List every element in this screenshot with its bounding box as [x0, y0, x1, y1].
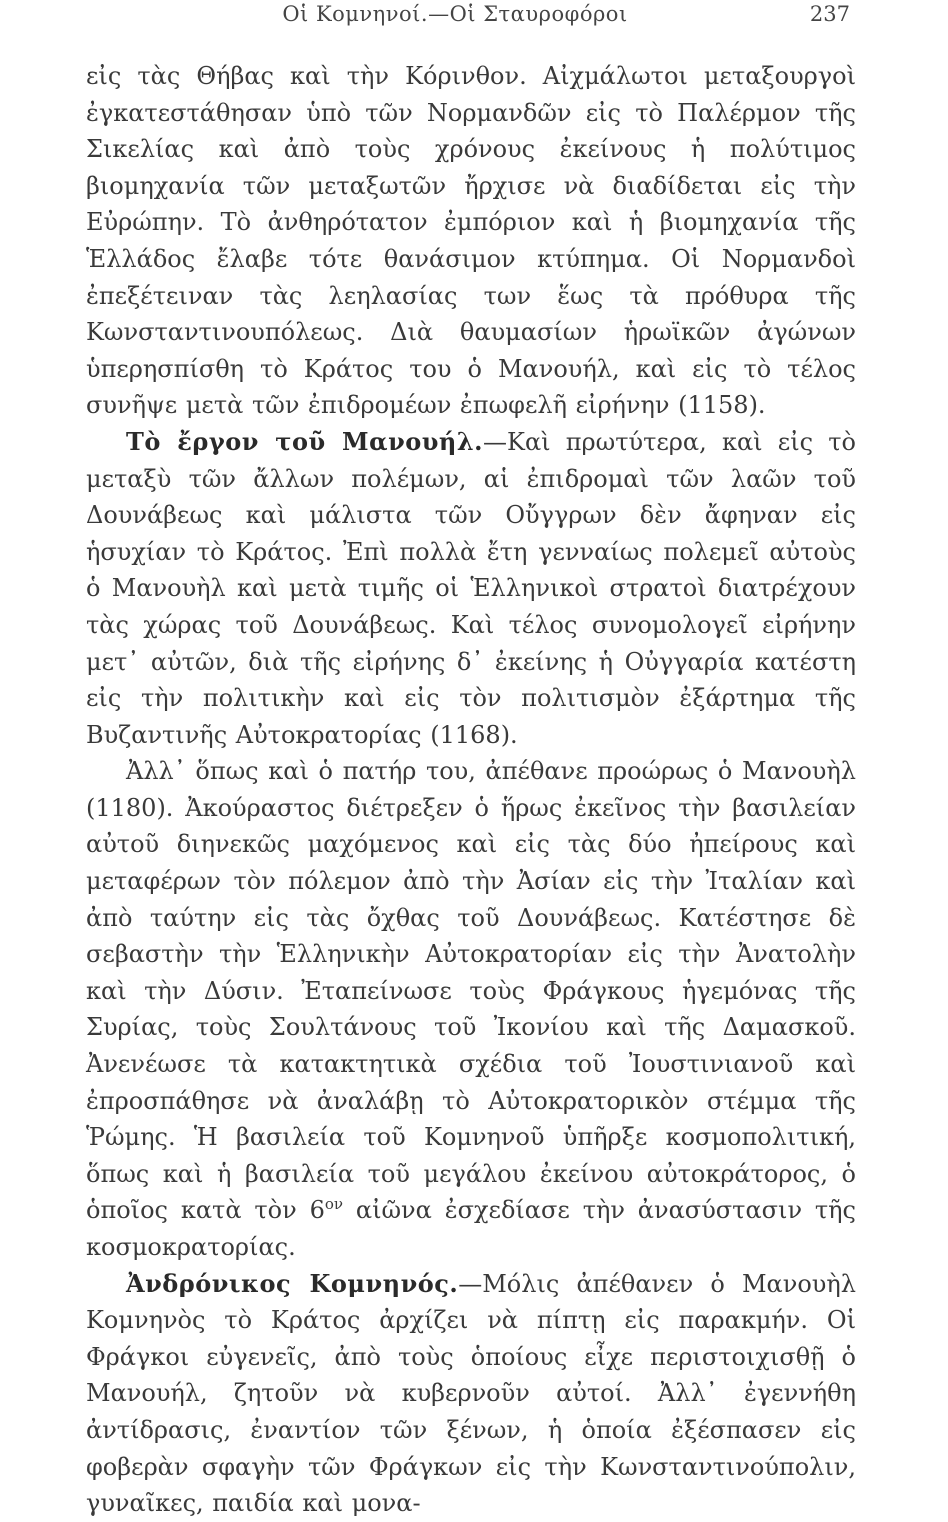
- paragraph-1: [86, 58, 856, 424]
- paragraph-4: [86, 1266, 856, 1522]
- paragraph-3-text-a: Ἀλλ᾽ ὅπως καὶ ὁ πατήρ του, ἀπέθανε προώρως ὁ Μανουὴλ (1180). Ἀκούραστος διέτρεξεν ὁ ἥρως ἐκεῖνος τὴν βασιλείαν αὐτοῦ διηνεκῶς μαχόμενος καὶ εἰς τὰς δύο ἠπείρους καὶ μεταφέρων τὸν πόλεμον ἀπὸ τὴν Ἀσίαν εἰς τὴν Ἰταλίαν καὶ ἀπὸ ταύτην εἰς τὰς ὄχθας τοῦ Δουνάβεως. Κατέστησε δὲ σεβαστὴν τὴν Ἑλληνικὴν Αὐτοκρατορίαν εἰς τὴν Ἀνατολὴν καὶ τὴν Δύσιν. Ἐταπείνωσε τοὺς Φράγκους ἡγεμόνας τῆς Συρίας, τοὺς Σουλτάνους τοῦ Ἰκονίου καὶ τῆς Δαμασκοῦ. Ἀνενέωσε τὰ κατακτητικὰ σχέδια τοῦ Ἰουστινιανοῦ καὶ ἐπροσπάθησε νὰ ἀναλάβῃ τὸ Αὐτοκρατορικὸν στέμμα τῆς Ῥώμης. Ἡ βασιλεία τοῦ Κομνηνοῦ ὑπῆρξε κοσμοπολιτική, ὅπως καὶ ἡ βασιλεία τοῦ μεγάλου ἐκείνου αὐτοκράτορος, ὁ ὁποῖος κατὰ τὸν 6: [86, 757, 856, 1225]
- paragraph-3-text-b: αἰῶνα ἐσχεδίασε τὴν ἀνασύστασιν τῆς κοσμοκρατορίας.: [86, 1196, 856, 1261]
- paragraph-1-text: εἰς τὰς Θήβας καὶ τὴν Κόρινθον. Αἰχμάλωτοι μεταξουργοὶ ἐγκατεστάθησαν ὑπὸ τῶν Νορμανδῶν εἰς τὸ Παλέρμον τῆς Σικελίας καὶ ἀπὸ τοὺς χρόνους ἐκείνους ἡ πολύτιμος βιομηχανία τῶν μεταξωτῶν ἤρχισε νὰ διαδίδεται εἰς τὴν Εὐρώπην. Τὸ ἀνθηρότατον ἐμπόριον καὶ ἡ βιομηχανία τῆς Ἑλλάδος ἔλαβε τότε θανάσιμον κτύπημα. Οἱ Νορμανδοὶ ἐπεξέτειναν τὰς λεηλασίας των ἕως τὰ πρόθυρα τῆς Κωνσταντινουπόλεως. Διὰ θαυμασίων ἡρωϊκῶν ἀγώνων ὑπερησπίσθη τὸ Κράτος του ὁ Μανουήλ, καὶ εἰς τὸ τέλος συνῆψε μετὰ τῶν ἐπιδρομέων ἐπωφελῆ εἰρήνην (1158).: [86, 62, 856, 420]
- body-text: [86, 58, 856, 1522]
- page-number: 237: [809, 2, 850, 26]
- paragraph-3: [86, 753, 856, 1265]
- running-title: Οἱ Κομνηνοί.—Οἱ Σταυροφόροι: [282, 2, 628, 26]
- section-heading-andronikos: Ἀνδρόνικος Κομνηνός.: [126, 1268, 459, 1298]
- paragraph-2-text: —Καὶ πρωτύτερα, καὶ εἰς τὸ μεταξὺ τῶν ἄλλων πολέμων, αἱ ἐπιδρομαὶ τῶν λαῶν τοῦ Δουνάβεως καὶ μάλιστα τῶν Οὔγγρων δὲν ἄφηναν εἰς ἡσυχίαν τὸ Κράτος. Ἐπὶ πολλὰ ἔτη γενναίως πολεμεῖ αὐτοὺς ὁ Μανουὴλ καὶ μετὰ τιμῆς οἱ Ἑλληνικοὶ στρατοὶ διατρέχουν τὰς χώρας τοῦ Δουνάβεως. Καὶ τέλος συνομολογεῖ εἰρήνην μετ᾽ αὐτῶν, διὰ τῆς εἰρήνης δ᾽ ἐκείνης ἡ Οὐγγαρία κατέστη εἰς τὴν πολιτικὴν καὶ εἰς τὸν πολιτισμὸν ἐξάρτημα τῆς Βυζαντινῆς Αὐτοκρατορίας (1168).: [86, 427, 856, 749]
- ordinal-superscript: ον: [324, 1195, 343, 1214]
- section-heading-manuel: Τὸ ἔργον τοῦ Μανουήλ.: [126, 426, 484, 456]
- paragraph-2: [86, 424, 856, 753]
- running-head: [60, 2, 850, 32]
- paragraph-4-text: —Μόλις ἀπέθανεν ὁ Μανουὴλ Κομνηνὸς τὸ Κράτος ἀρχίζει νὰ πίπτῃ εἰς παρακμήν. Οἱ Φράγκοι εὐγενεῖς, ἀπὸ τοὺς ὁποίους εἶχε περιστοιχισθῇ ὁ Μανουήλ, ζητοῦν νὰ κυβερνοῦν αὐτοί. Ἀλλ᾽ ἐγεννήθη ἀντίδρασις, ἐναντίον τῶν ξένων, ἡ ὁποία ἐξέσπασεν εἰς φοβερὰν σφαγὴν τῶν Φράγκων εἰς τὴν Κωνσταντινούπολιν, γυναῖκες, παιδία καὶ μονα-: [86, 1269, 856, 1518]
